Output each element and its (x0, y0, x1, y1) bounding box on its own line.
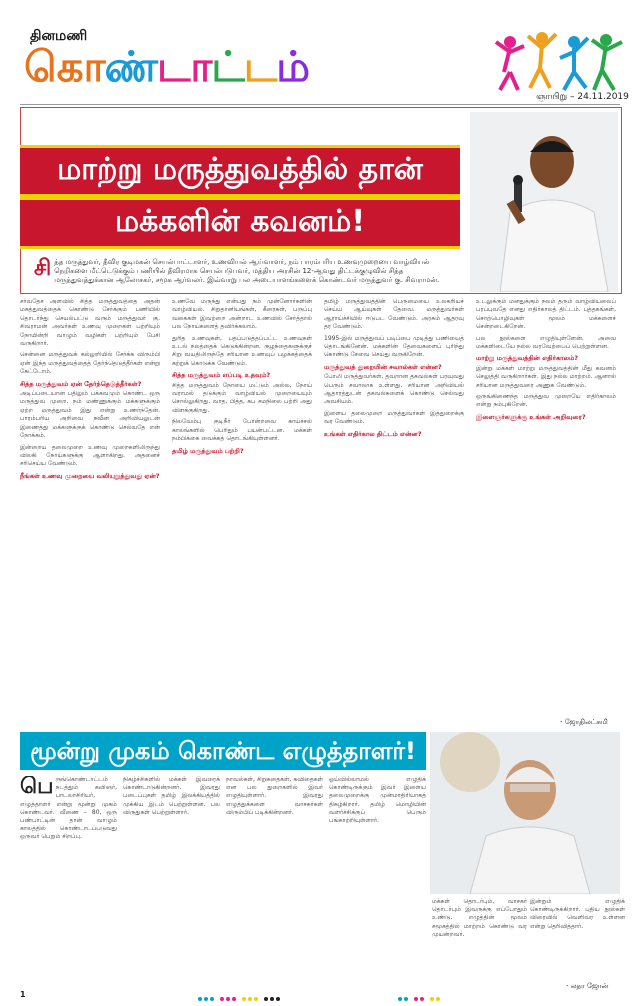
paragraph: இன்று மக்கள் மாற்று மருத்துவத்தின் மீது கவனம் செலுத்தி வருகிறார்கள். இது நல்ல மாற்றம். ஆனால் சரியான மருத்துவரை அணுக வேண்டும். (476, 364, 616, 389)
hero-headline (20, 145, 460, 245)
issue-date: ஞாயிறு – 24.11.2019 (536, 92, 629, 102)
intro-text: த்த மருத்துவர், தீவிர குடிமகன் செயல்பாட்டாளர், உணவியல் ஆய்வாளர், நம் பாரம்பரிய உணவுமுறையை வாழ்வியல் நெறிகளை மீட்டெடுக்கும் பணியில் தீவிரமாக செயல்படுபவர், மத்திய அரசின் 12-ஆவது திட்டக்குழுவில் சித்த மருத்துவத்துக்கான ஆலோசகர், சமூக ஆர்வலர். இவ்வாறு பல அடையாளங்களைக் கொண்டவர் மருத்துவர் கு. சிவராமன். (54, 258, 440, 284)
article-body (20, 298, 620, 728)
question-heading: சித்த மருத்துவம் ஏன் தேர்ந்தெடுத்தீர்கள்? (20, 379, 142, 388)
article2-column-3 (226, 776, 323, 976)
title-letter: ட (243, 42, 277, 91)
paragraph: பல நூல்களை எழுதியுள்ளேன். அவை மக்களிடையே நல்ல வரவேற்பைப் பெற்றுள்ளன. (476, 334, 616, 351)
paragraph: சித்த மருத்துவம் நோயை மட்டும் அல்ல, நோய் வராமல் தடுக்கும் வாழ்வியல் முறையையும் சொல்லுகிறது. வாத, பித்த, கப சமநிலை பற்றி அது விளக்குகிறது. (172, 381, 312, 414)
divider (20, 104, 620, 105)
paragraph: சர்வதேச அளவில் சித்த மருத்துவத்தை அதன் மகத்துவத்தைக் கொண்டு சேர்க்கும் பணியில் தொடர்ந்து செயல்பட்டு வரும் மருத்துவர் கு. சிவராமன் அவர்கள் உணவு முறைகள் பற்றியும் நோயின்றி வாழும் வழிகள் பற்றியும் பேசி வருகிறார். (20, 298, 160, 348)
article2-body (20, 776, 426, 986)
print-registration-marks (0, 994, 640, 1004)
question-heading: மருத்துவத் துறையின் சவால்கள் என்ன? (324, 362, 442, 371)
paragraph: நாவல்கள், சிறுகதைகள், கவிதைகள் என பல துறைகளில் இவர் எழுதியுள்ளார். இவரது எழுத்துக்களை வாசகர்கள் விரும்பிப் படிக்கின்றனர். (226, 776, 323, 816)
title-letter: கொ (24, 42, 105, 91)
article-column-3 (324, 298, 464, 728)
article2-column-4 (329, 776, 426, 976)
intro-dropcap: சி (34, 256, 52, 281)
page-number: 1 (20, 990, 26, 999)
paragraph: போலி மருத்துவர்கள், தவறான தகவல்கள் பரவுவது பெரும் சவாலாக உள்ளது. சரியான அறிவியல் ஆதாரத்துடன் தகவல்களைக் கொண்டு செல்வது அவசியம். (324, 373, 464, 406)
paragraph: மக்கள் தொடர்பும், வாசகர் தொடர்பும் இவருக்கு எப்போதும் உண்டு. எழுத்தின் மூலம் சமூகத்தில் மாற்றம் கொண்டு வர முயன்றவர். (432, 898, 527, 938)
article1-byline: - ஜோதிலட்சுமி (560, 718, 608, 726)
title-letter: டா (156, 42, 212, 91)
paragraph: ஓய்வில்லாமல் எழுதிக் கொண்டிருக்கும் இவர் இளைய தலைமுறைக்கு முன்மாதிரியாகத் திகழ்கிறார். தமிழ் மொழியின் வளர்ச்சிக்குப் பெரும் பங்காற்றியுள்ளார். (329, 776, 426, 825)
article2-column-5 (432, 898, 527, 988)
paragraph: நிலவேம்பு குடிநீர் போன்றவை காய்ச்சல் காலங்களில் பெரிதும் பயன்பட்டன. மக்கள் நம்பிக்கை வைக்கத் தொடங்கியுள்ளனர். (172, 418, 312, 443)
headline-line-1: மாற்று மருத்துவத்தில் தான் (20, 145, 460, 197)
question-heading: மாற்று மருத்துவத்தின் எதிர்காலம்? (476, 354, 578, 363)
article2-headline: மூன்று முகம் கொண்ட எழுத்தாளர்! (20, 732, 426, 770)
headline-line-2: மக்களின் கவனம்! (20, 197, 460, 249)
question-heading: உங்கள் எதிர்கால திட்டம் என்ன? (324, 429, 422, 438)
paragraph: இன்றைய தலைமுறை உணவு முறைகளிலிருந்து விலகி நோய்களுக்கு ஆளாகிறது. அதனைச் சரிசெய்ய வேண்டும். (20, 443, 160, 468)
paragraph: உடலுக்கும் மனதுக்கும் நலம் தரும் வாழ்வியலைப் பரப்புவதே எனது எதிர்காலத் திட்டம். புத்தகங்கள், சொற்பொழிவுகள் மூலம் மக்களைச் சென்றடைகிறேன். (476, 298, 616, 331)
paragraph: ருங்கொண்டாட்டம் நடத்தும் கவிஞர், பாடலாசிரியர், எழுத்தாளர் என்று மூன்று முகம் கொண்டவர். வீணை – 80, ஒரு பண்பாட்டின் தான் வாழும் காலத்தில் கொண்டாடப்படுவது ஒருவர் பெறும் சிறப்பு. (20, 776, 117, 841)
paragraph: துரித உணவுகள், பதப்படுத்தப்பட்ட உணவுகள் உடல் நலத்தைக் கெடுக்கின்றன. குழந்தைகளுக்குச் சிறு வயதிலிருந்தே சரியான உணவுப் பழக்கத்தைக் கற்றுக் கொடுக்க வேண்டும். (172, 334, 312, 367)
paragraph: சென்னை மருத்துவக் கல்லூரியில் சேர்க்க விரும்பி ஏன் இந்த மருத்துவத்தைத் தேர்ந்தெடுத்தீர்கள் என்று கேட்டோம். (20, 351, 160, 376)
title-letter: ம் (276, 42, 309, 91)
masthead (0, 0, 640, 102)
publication-name: தினமணி (30, 28, 88, 44)
paragraph: அடிப்படையான பதிலும் பக்கவமும் கொண்ட ஒரு மருத்துவ முறை. நம் மண்ணுக்கும் மக்களுக்கும் ஏற்ற மருத்துவம் இது என்று உணர்ந்தேன். பாரம்பரிய அறிவை நவீன அறிவியலுடன் இணைத்து மக்களுக்குக் கொண்டு செல்வதே என் நோக்கம். (20, 390, 160, 440)
question-heading: நீங்கள் உணவு முறையை வலியுறுத்துவது ஏன்? (20, 471, 160, 480)
article2-byline: - லதா ஜோன் (566, 982, 609, 990)
hero-intro (34, 258, 452, 285)
article-column-2 (172, 298, 312, 728)
paragraph: நிகழ்ச்சிகளில் மக்கள் இவரைக் கொண்டாடுகின்றனர். இவரது படைப்புகள் தமிழ் இலக்கியத்தில் முக்கிய இடம் பெற்றுள்ளன. பல விருதுகள் பெற்றுள்ளார். (123, 776, 220, 816)
question-heading: சித்த மருத்துவம் எப்படி உதவும்? (172, 371, 271, 380)
paragraph: தமிழ் மருத்துவத்தின் பெருமையை உலகறியச் செய்ய ஆய்வுகள் தேவை. மருத்துவர்கள் ஆராய்ச்சியில் ஈடுபட வேண்டும். அரசும் ஆதரவு தர வேண்டும். (324, 298, 464, 331)
writer-portrait-photo (430, 732, 620, 894)
paragraph: இளைய தலைமுறை மருத்துவர்கள் இத்துறைக்கு வர வேண்டும். (324, 409, 464, 426)
supplement-title (24, 42, 309, 92)
paragraph: ஒருங்கிணைந்த மருத்துவ முறையே எதிர்காலம் என்று நம்புகிறேன். (476, 393, 616, 409)
article2-column-2 (123, 776, 220, 976)
article-column-4 (476, 298, 616, 728)
paragraph: இன்றும் எழுதிக் கொண்டிருக்கிறார். புதிய நூல்கள் விரைவில் வெளிவர உள்ளன என்று தெரிவித்தார். (530, 898, 625, 930)
paragraph: உணவே மருந்து என்பது நம் முன்னோர்களின் வாழ்வியல். சிறுதானியங்கள், கீரைகள், பருப்பு வகைகள் இவற்றை அன்றாட உணவில் சேர்த்தால் பல நோய்களைத் தவிர்க்கலாம். (172, 298, 312, 331)
article2-column-1 (20, 776, 117, 976)
article2-dropcap: பெ (20, 776, 54, 799)
article2-column-6 (530, 898, 625, 988)
article-column-1 (20, 298, 160, 728)
question-heading: இளைஞர்களுக்கு உங்கள் அறிவுரை? (476, 412, 586, 421)
question-heading: தமிழ் மருத்துவம் பற்றி? (172, 446, 244, 455)
doctor-portrait-photo (470, 112, 618, 292)
title-letter: ட் (211, 42, 244, 91)
dancers-illustration (490, 28, 630, 94)
paragraph: 1995-இல் மருத்துவப் படிப்பை முடித்து பணியைத் தொடங்கினேன். மக்களின் தேவைகளைப் புரிந்து கொண்டு சேவை செய்து வருகிறேன். (324, 334, 464, 359)
title-letter: ண் (104, 42, 157, 91)
